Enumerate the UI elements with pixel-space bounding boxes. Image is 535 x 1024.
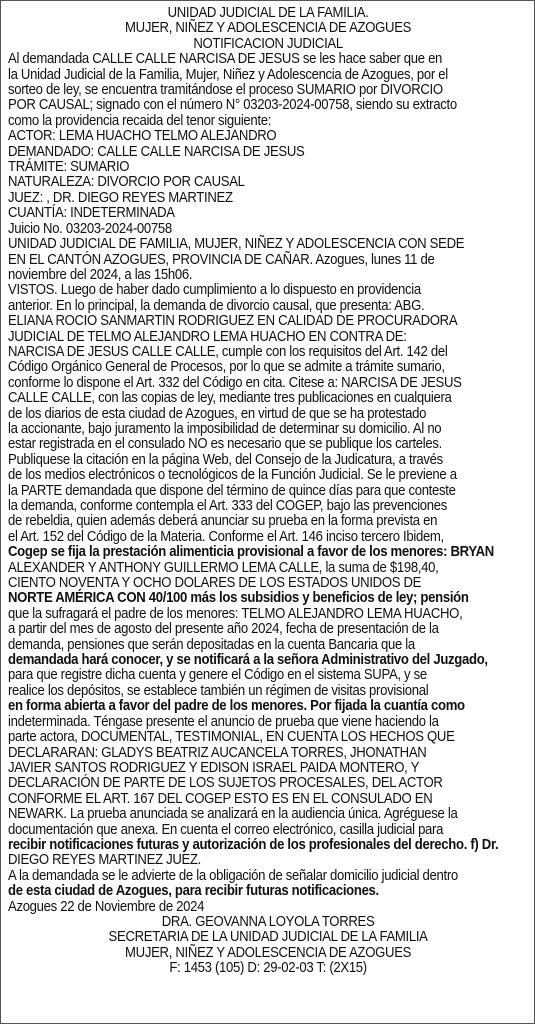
intro-line: como la providencia recaida del tenor siguiente: (8, 112, 272, 129)
body-line-bold: recibir notificaciones futuras y autorización de los profesionales del derecho. f) Dr. (8, 836, 499, 853)
body-line: Publiquese la citación en la página Web, del Consejo de la Judicatura, a través (8, 451, 443, 468)
body-line: DECLARARAN: GLADYS BEATRIZ AUCANCELA TORRES, JHONATHAN (8, 744, 427, 761)
closing-line-bold: de esta ciudad de Azogues, para recibir futuras notificaciones. (8, 883, 379, 900)
body-line: que la sufragará el padre de los menores: TELMO ALEJANDRO LEMA HUACHO, (8, 605, 463, 622)
signature-block (8, 915, 528, 977)
case-actor: ACTOR: LEMA HUACHO TELMO ALEJANDRO (8, 128, 277, 145)
intro-line: la Unidad Judicial de la Familia, Mujer, Niñez y Adolescencia de Azogues, por el (8, 66, 448, 83)
body-line: CIENTO NOVENTA Y OCHO DOLARES DE LOS ESTADOS UNIDOS DE (8, 575, 422, 592)
header-court-division: MUJER, NIÑEZ Y ADOLESCENCIA DE AZOGUES (125, 20, 412, 37)
body-line: conforme lo dispone el Art. 332 del Código en cita. Citese a: NARCISA DE JESUS (8, 374, 462, 391)
body-line: NARCISA DE JESUS CALLE CALLE, cumple con los requisitos del Art. 142 del (8, 343, 448, 360)
body-line: JUDICIAL DE TELMO ALEJANDRO LEMA HUACHO EN CONTRA DE: (8, 328, 407, 345)
body-line: la PARTE demandada que dispone del término de quince días para que conteste (8, 482, 456, 499)
closing-line: A la demandada se le advierte de la obligación de señalar domicilio judicial dentro (8, 867, 458, 884)
body-line: Código Orgánico General de Procesos, por lo que se admite a trámite sumario, (8, 359, 445, 376)
court-heading-line: EN EL CANTÓN AZOGUES, PROVINCIA DE CAÑAR. Azogues, lunes 11 de (8, 251, 435, 268)
body-line: de rebeldia, quien además deberá anunciar su prueba en la forma prevista en (8, 513, 438, 530)
body-line-bold: demandada hará conocer, y se notificará a la señora Administrativo del Juzgado, (8, 652, 488, 669)
body-line: el Art. 152 del Código de la Materia. Conforme el Art. 146 inciso tercero Ibidem, (8, 528, 444, 545)
signer-name: DRA. GEOVANNA LOYOLA TORRES (161, 913, 375, 930)
body-line: anterior. En lo principal, la demanda de divorcio causal, que presenta: ABG. (8, 297, 425, 314)
body-line: la accionante, bajo juramento la imposibilidad de determinar su domicilio. Al no (8, 420, 442, 437)
body-line: de los diarios de esta ciudad de Azogues, en virtud de que se ha protestado (8, 405, 427, 422)
case-number: Juicio No. 03203-2024-00758 (8, 220, 172, 237)
body-line: CONFORME EL ART. 167 DEL COGEP ESTO ES EN EL CONSULADO EN (8, 790, 433, 807)
court-heading (8, 237, 528, 283)
body-line: ELIANA ROCIO SANMARTIN RODRIGUEZ EN CALIDAD DE PROCURADORA (8, 313, 458, 330)
body-line: indeterminada. Téngase presente el anuncio de prueba que viene haciendo la (8, 713, 439, 730)
judicial-notice (8, 6, 528, 977)
publication-reference: F: 1453 (105) D: 29-02-03 T: (2X15) (169, 960, 367, 977)
body-line: DECLARACIÓN DE PARTE DE LOS SUJETOS PROCESALES, DEL ACTOR (8, 775, 443, 792)
body-line: demanda, pensiones que serán depositadas en la cuenta Bancaria que la (8, 636, 415, 653)
body-line-bold: Cogep se fija la prestación alimenticia provisional a favor de los menores: BRYAN (8, 544, 494, 561)
body-line-bold: en forma abierta a favor del padre de los menores. Por fijada la cuantía como (8, 698, 465, 715)
intro-line: sorteo de ley, se encuentra tramitándose el proceso SUMARIO por DIVORCIO (8, 82, 443, 99)
body-line-bold: NORTE AMÉRICA CON 40/100 más los subsidios y beneficios de ley; pensión (8, 590, 469, 607)
case-amount: CUANTÍA: INDETERMINADA (8, 205, 175, 222)
closing-paragraph (8, 869, 528, 915)
body-line: la demanda, conforme contempla el Art. 333 del COGEP, bajo las prevenciones (8, 498, 448, 514)
body-line: VISTOS. Luego de haber dado cumplimiento a lo dispuesto en providencia (8, 282, 421, 299)
court-heading-line: UNIDAD JUDICIAL DE FAMILIA, MUJER, NIÑEZ Y ADOLESCENCIA CON SEDE (8, 236, 465, 253)
body-line: documentación que anexa. En cuenta el correo electrónico, casilla judicial para (8, 821, 444, 838)
body-line: estar registrada en el consulado NO es necesario que se publique los carteles. (8, 436, 442, 453)
body-line: NEWARK. La prueba anunciada se analizará en la audiencia única. Agréguese la (8, 806, 458, 823)
intro-paragraph (8, 52, 528, 129)
body-line: ALEXANDER Y ANTHONY GUILLERMO LEMA CALLE, la suma de $198,40, (8, 559, 439, 576)
signer-unit: MUJER, NIÑEZ Y ADOLESCENCIA DE AZOGUES (125, 944, 412, 961)
closing-date: Azogues 22 de Noviembre de 2024 (8, 898, 205, 915)
body-line: a partir del mes de agosto del presente año 2024, fecha de presentación de la (8, 621, 439, 638)
body-line: para que registre dicha cuenta y genere el Código en el sistema SUPA, y se (8, 667, 427, 684)
body-line: DIEGO REYES MARTINEZ JUEZ. (8, 852, 201, 869)
header-court-name: UNIDAD JUDICIAL DE LA FAMILIA. (167, 5, 369, 21)
body-line: JAVIER SANTOS RODRIGUEZ Y EDISON ISRAEL PAIDA MONTERO, Y (8, 759, 420, 776)
case-procedure: TRÁMITE: SUMARIO (8, 159, 130, 176)
court-heading-line: noviembre del 2024, a las 15h06. (8, 266, 193, 283)
ruling-body (8, 283, 528, 868)
body-line: parte actora, DOCUMENTAL, TESTIMONIAL, EN CUENTA LOS HECHOS QUE (8, 729, 455, 746)
case-nature: NATURALEZA: DIVORCIO POR CAUSAL (8, 174, 245, 191)
case-details (8, 129, 528, 237)
case-defendant: DEMANDADO: CALLE CALLE NARCISA DE JESUS (8, 143, 305, 160)
notice-header (8, 6, 528, 52)
header-notice-title: NOTIFICACION JUDICIAL (193, 35, 343, 52)
signer-title: SECRETARIA DE LA UNIDAD JUDICIAL DE LA FAMILIA (108, 929, 428, 946)
intro-line: Al demandada CALLE CALLE NARCISA DE JESUS se les hace saber que en (8, 51, 443, 68)
case-judge: JUEZ: , DR. DIEGO REYES MARTINEZ (8, 189, 233, 206)
body-line: de los medios electrónicos o tecnológicos de la Función Judicial. Se le previene a (8, 467, 457, 484)
intro-line: POR CAUSAL; signado con el número N° 03203-2024-00758, siendo su extracto (8, 97, 457, 114)
body-line: CALLE CALLE, con las copias de ley, mediante tres publicaciones en cualquiera (8, 390, 452, 407)
body-line: realice los depósitos, se establece también un régimen de visitas provisional (8, 682, 429, 699)
